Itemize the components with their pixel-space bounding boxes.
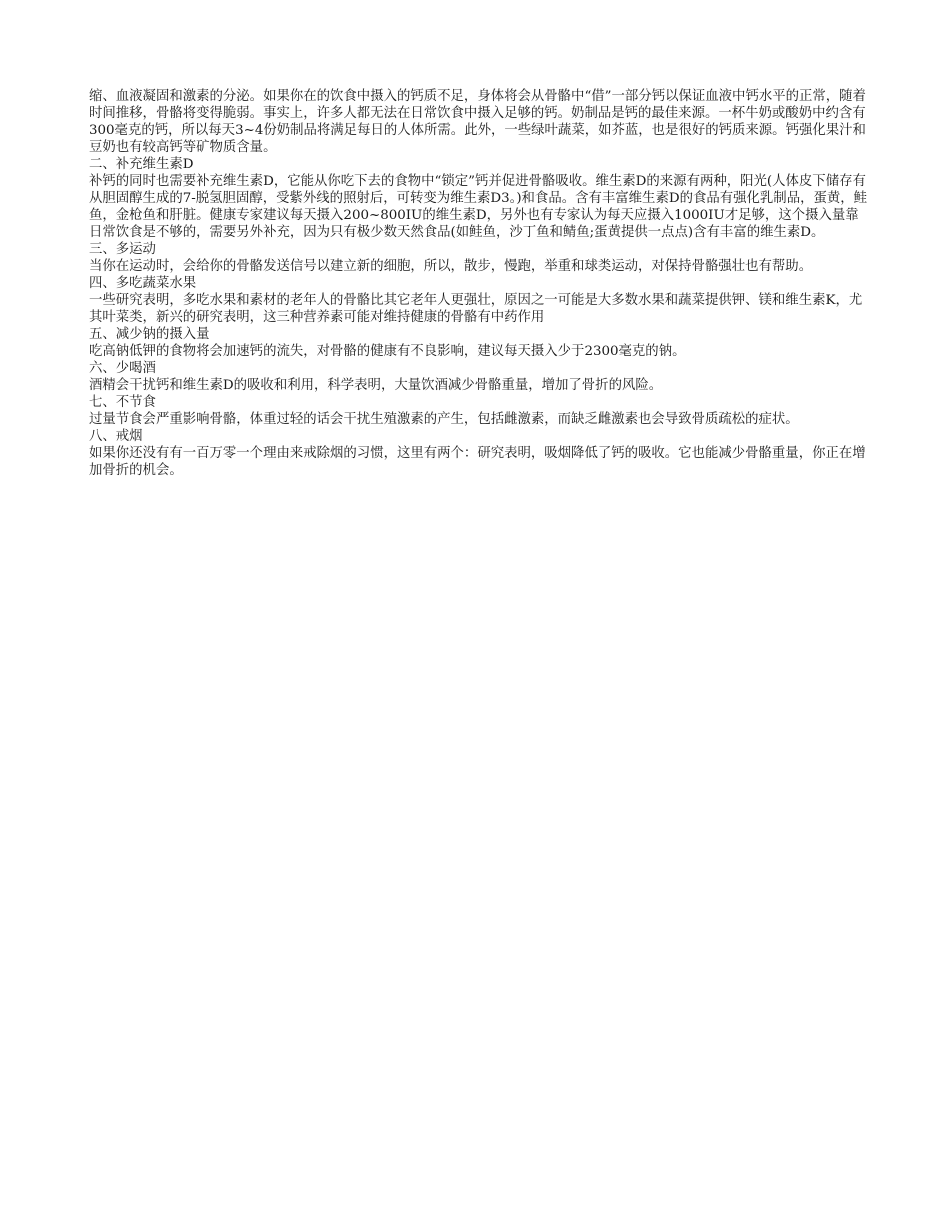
document-page [89, 88, 869, 479]
section-heading-exercise: 三、多运动 [89, 242, 156, 257]
section-body-no-dieting: 过量节食会严重影响骨骼，体重过轻的话会干扰生殖激素的产生，包括雌激素，而缺乏雌激素也会导致骨质疏松的症状。 [89, 412, 799, 427]
section-heading-quit-smoking: 八、戒烟 [89, 429, 143, 444]
section-heading-vitamin-d: 二、补充维生素D [89, 157, 194, 172]
section-body-exercise: 当你在运动时，会给你的骨骼发送信号以建立新的细胞，所以，散步，慢跑，举重和球类运动，对保持骨骼强壮也有帮助。 [89, 259, 813, 274]
section-body-fruits-vegetables: 一些研究表明，多吃水果和素材的老年人的骨骼比其它老年人更强壮，原因之一可能是大多数水果和蔬菜提供钾、镁和维生素K，尤其叶菜类，新兴的研究表明，这三种营养素可能对维持健康的骨骼有中药作用 [89, 293, 863, 325]
intro-paragraph: 缩、血液凝固和激素的分泌。如果你在的饮食中摄入的钙质不足，身体将会从骨骼中“借”一部分钙以保证血液中钙水平的正常，随着时间推移，骨骼将变得脆弱。事实上，许多人都无法在日常饮食中摄入足够的钙。奶制品是钙的最佳来源。一杯牛奶或酸奶中约含有300毫克的钙，所以每天3~4份奶制品将满足每日的人体所需。此外，一些绿叶蔬菜，如芥蓝，也是很好的钙质来源。钙强化果汁和豆奶也有较高钙等矿物质含量。 [89, 89, 866, 155]
section-heading-less-alcohol: 六、少喝酒 [89, 361, 156, 376]
section-heading-fruits-vegetables: 四、多吃蔬菜水果 [89, 276, 197, 291]
section-body-vitamin-d: 补钙的同时也需要补充维生素D，它能从你吃下去的食物中“锁定”钙并促进骨骼吸收。维生素D的来源有两种，阳光(人体皮下储存有从胆固醇生成的7-脱氢胆固醇，受紫外线的照射后，可转变为维生素D3。)和食品。含有丰富维生素D的食品有强化乳制品，蛋黄，鲑鱼，金枪鱼和肝脏。健康专家建议每天摄入200~800IU的维生素D，另外也有专家认为每天应摄入1000IU才足够，这个摄入量靠日常饮食是不够的，需要另外补充，因为只有极少数天然食品(如鲑鱼，沙丁鱼和鲭鱼;蛋黄提供一点点)含有丰富的维生素D。 [89, 174, 868, 240]
section-body-reduce-sodium: 吃高钠低钾的食物将会加速钙的流失，对骨骼的健康有不良影响，建议每天摄入少于2300毫克的钠。 [89, 344, 686, 359]
section-heading-reduce-sodium: 五、减少钠的摄入量 [89, 327, 210, 342]
section-body-less-alcohol: 酒精会干扰钙和维生素D的吸收和利用，科学表明，大量饮酒减少骨骼重量，增加了骨折的风险。 [89, 378, 663, 393]
section-heading-no-dieting: 七、不节食 [89, 395, 156, 410]
section-body-quit-smoking: 如果你还没有有一百万零一个理由来戒除烟的习惯，这里有两个：研究表明，吸烟降低了钙的吸收。它也能减少骨骼重量，你正在增加骨折的机会。 [89, 446, 866, 478]
